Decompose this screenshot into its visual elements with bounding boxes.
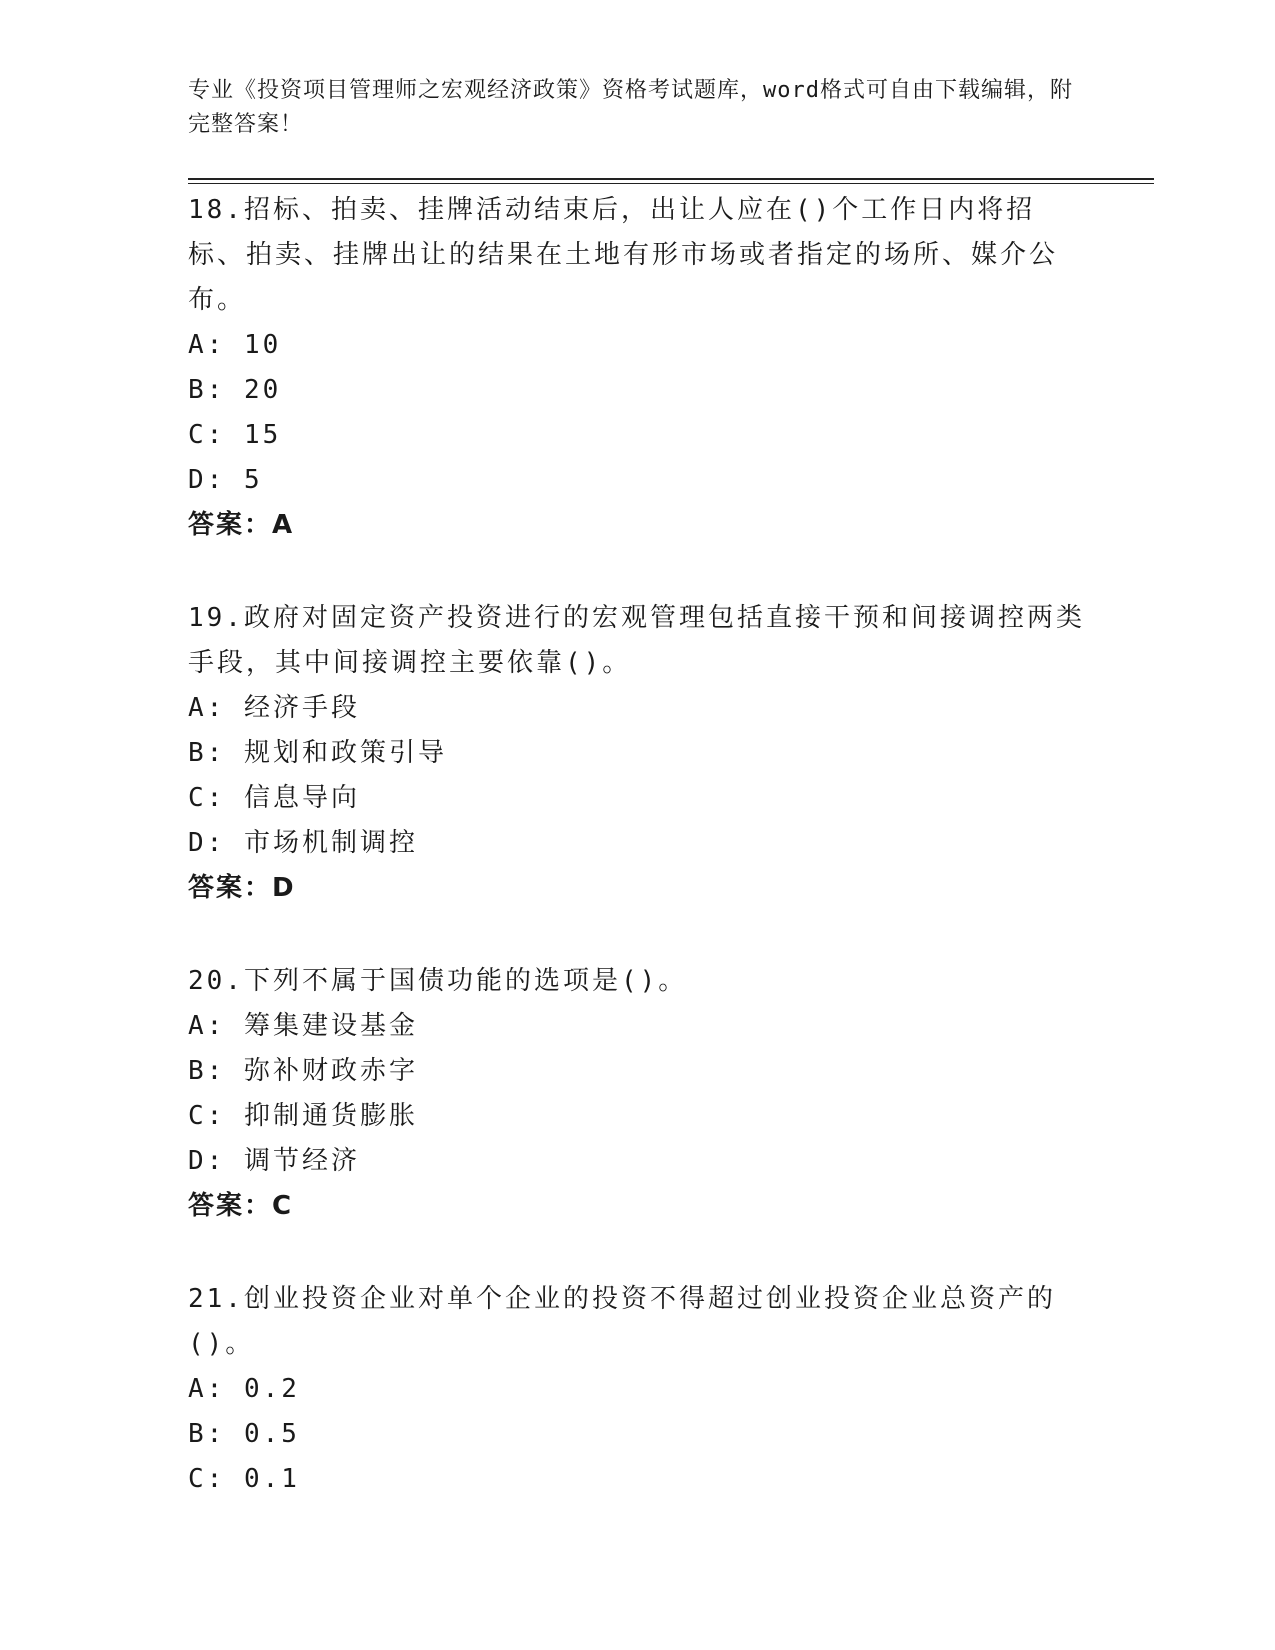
- option-c: C: 抑制通货膨胀: [188, 1101, 418, 1131]
- header-divider: [188, 178, 1154, 184]
- question-list: [188, 188, 1088, 1550]
- question-stem: 20.下列不属于国债功能的选项是()。: [188, 966, 688, 996]
- question-19: [188, 596, 1088, 911]
- option-c: C: 0.1: [188, 1464, 300, 1494]
- option-c: C: 15: [188, 420, 282, 450]
- option-a: A: 10: [188, 330, 282, 360]
- question-stem: 19.政府对固定资产投资进行的宏观管理包括直接干预和间接调控两类手段，其中间接调控主要依靠()。: [188, 603, 1085, 678]
- question-18: [188, 188, 1088, 548]
- option-d: D: 市场机制调控: [188, 828, 418, 858]
- option-a: A: 0.2: [188, 1374, 300, 1404]
- question-21: [188, 1277, 1088, 1502]
- answer: 答案：D: [188, 873, 296, 903]
- option-c: C: 信息导向: [188, 783, 360, 813]
- option-b: B: 弥补财政赤字: [188, 1056, 418, 1086]
- answer: 答案：A: [188, 510, 295, 540]
- answer: 答案：C: [188, 1191, 294, 1221]
- option-d: D: 5: [188, 465, 263, 495]
- option-a: A: 经济手段: [188, 693, 360, 723]
- question-stem: 18.招标、拍卖、挂牌活动结束后，出让人应在()个工作日内将招标、拍卖、挂牌出让的结果在土地有形市场或者指定的场所、媒介公布。: [188, 195, 1059, 315]
- option-a: A: 筹集建设基金: [188, 1011, 418, 1041]
- document-header: 专业《投资项目管理师之宏观经济政策》资格考试题库，word格式可自由下载编辑，附完整答案！: [188, 78, 1073, 137]
- option-d: D: 调节经济: [188, 1146, 360, 1176]
- question-stem: 21.创业投资企业对单个企业的投资不得超过创业投资企业总资产的()。: [188, 1284, 1056, 1359]
- option-b: B: 20: [188, 375, 282, 405]
- question-20: [188, 959, 1088, 1229]
- option-b: B: 0.5: [188, 1419, 300, 1449]
- option-b: B: 规划和政策引导: [188, 738, 447, 768]
